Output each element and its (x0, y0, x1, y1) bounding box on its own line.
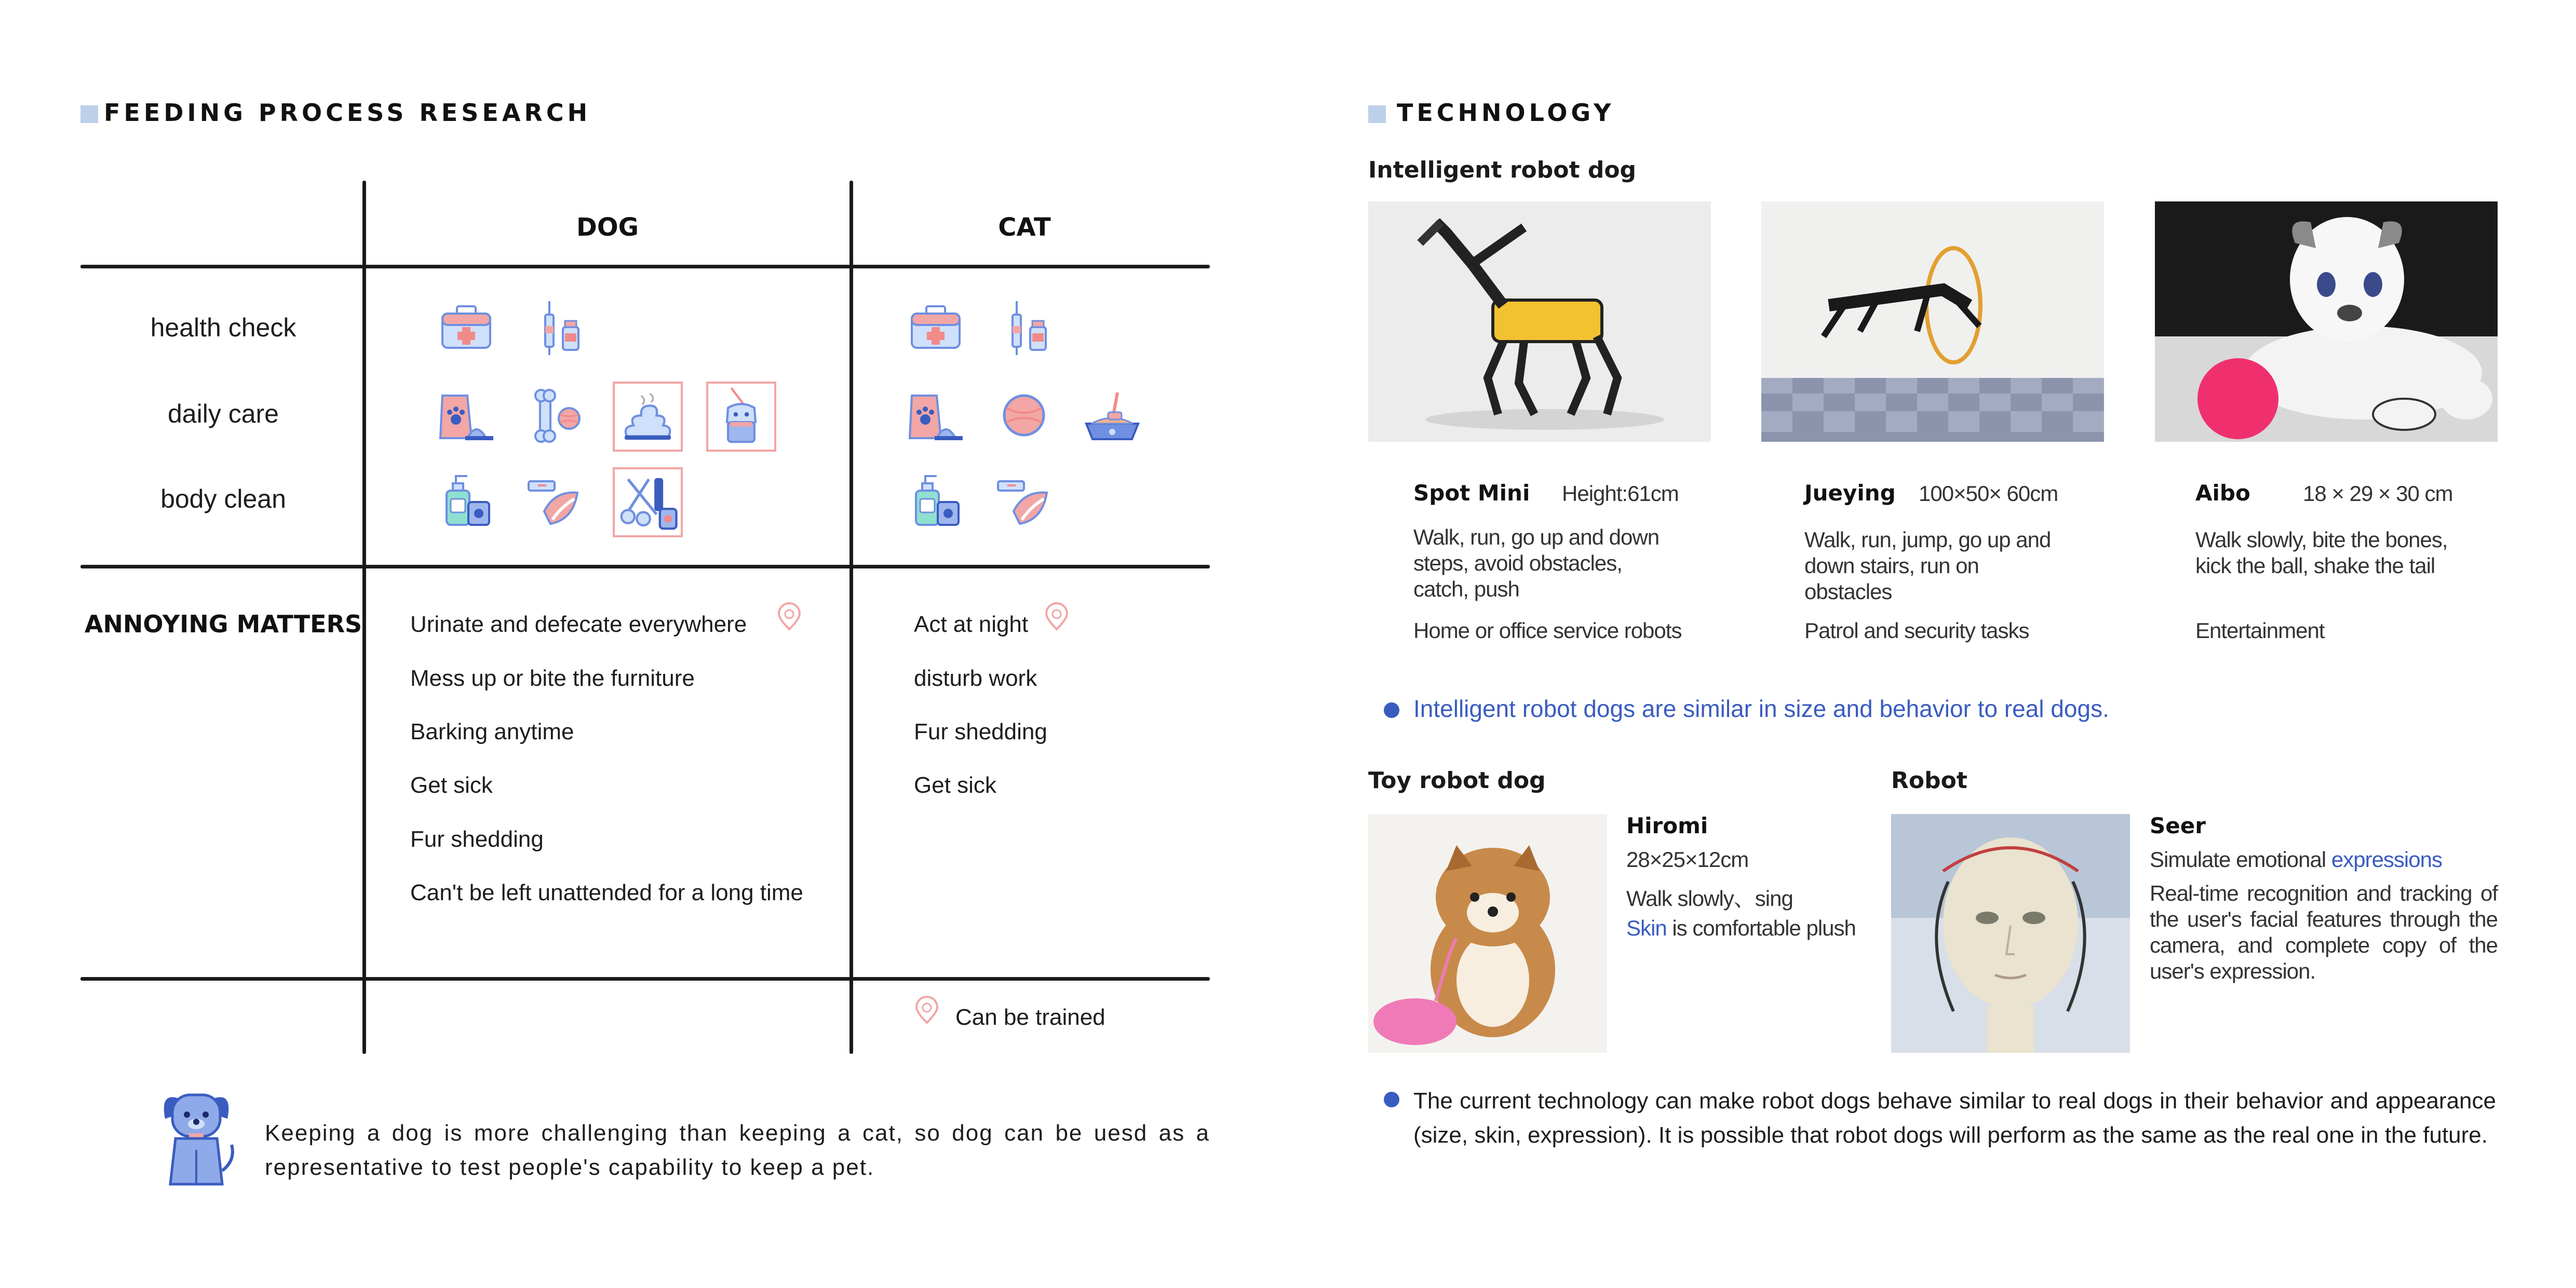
conclusion-text: Keeping a dog is more challenging than keeping a cat, so dog can be uesd as a representative to test people's capability to keep a pet. (265, 1120, 1210, 1180)
robot-similarity-note: Intelligent robot dogs are similar in size and behavior to real dogs. (1413, 695, 2109, 722)
robot-heading: Robot (1891, 767, 1967, 794)
table-divider (849, 181, 853, 1054)
seer-emotion (2150, 847, 2442, 872)
dog-mascot-icon (155, 1082, 238, 1186)
technology-section-title: TECHNOLOGY (1397, 99, 1615, 127)
location-marker-icon (774, 602, 805, 633)
intelligent-robot-dog-heading: Intelligent robot dog (1368, 157, 1637, 183)
row-label-health-check: health check (150, 313, 296, 342)
hiromi-skin (1626, 916, 1856, 941)
dog-annoying-item: Urinate and defecate everywhere (410, 612, 747, 637)
robot-description: Walk, run, go up and down steps, avoid obstacles, catch, push (1413, 525, 1660, 601)
skin-text: is comfortable plush (1672, 916, 1856, 940)
location-marker-icon (911, 996, 942, 1027)
cat-annoying-item: disturb work (914, 666, 1037, 691)
robot-description: Walk, run, jump, go up and down stairs, run on obstacles (1804, 527, 2051, 604)
leash-dog-icon (706, 382, 776, 452)
column-header-cat: CAT (998, 213, 1051, 242)
aibo-photo (2155, 201, 2498, 442)
row-label-body-clean: body clean (160, 484, 286, 513)
seer-photo (1891, 814, 2130, 1053)
robot-description: Walk slowly, bite the bones, kick the ball, shake the tail (2195, 527, 2448, 578)
toy-ball-icon (993, 384, 1055, 446)
table-divider (80, 265, 1210, 268)
bullet-point (1384, 702, 1399, 718)
shampoo-bottle-icon (905, 470, 967, 532)
bone-ball-icon (525, 384, 588, 446)
poop-icon (613, 382, 683, 452)
seer-description: Real-time recognition and tracking of the user's facial features through the camera, and complete copy of the user's expression. (2150, 881, 2498, 983)
cat-annoying-item: Fur shedding (914, 719, 1047, 744)
hiromi-name: Hiromi (1626, 813, 1708, 838)
hiromi-photo (1368, 814, 1607, 1053)
section-marker (80, 105, 98, 123)
comb-fur-icon (993, 470, 1055, 532)
table-divider (80, 977, 1210, 981)
syringe-medicine-icon (530, 297, 592, 359)
column-header-dog: DOG (576, 213, 639, 242)
pet-food-bag-icon (435, 384, 497, 446)
table-divider (80, 565, 1210, 568)
shampoo-bottle-icon (435, 470, 497, 532)
cat-annoying-item: Act at night (914, 612, 1029, 637)
seer-name: Seer (2150, 813, 2206, 838)
dog-annoying-item: Get sick (410, 772, 493, 798)
technology-conclusion: The current technology can make robot dogs behave similar to real dogs in their behavior and appearance (size, skin, expression). It is possible that robot dogs will perform as the same as the real one in the future. (1413, 1088, 2496, 1148)
robot-use: Home or office service robots (1413, 618, 1682, 643)
dog-annoying-item: Mess up or bite the furniture (410, 666, 695, 691)
dog-annoying-item: Fur shedding (410, 826, 544, 852)
first-aid-kit-icon (905, 297, 967, 359)
robot-name: Spot Mini (1413, 480, 1530, 506)
location-marker-icon (1041, 602, 1072, 633)
expressions-highlight: expressions (2331, 847, 2442, 872)
toy-robot-dog-heading: Toy robot dog (1368, 767, 1546, 794)
litter-tray-icon (1081, 384, 1143, 446)
spot-mini-photo (1368, 201, 1711, 442)
robot-spec: 18 × 29 × 30 cm (2303, 481, 2453, 506)
bullet-point (1384, 1092, 1399, 1107)
dog-annoying-item: Barking anytime (410, 719, 574, 744)
feeding-section-title: FEEDING PROCESS RESEARCH (104, 99, 591, 127)
robot-use: Entertainment (2195, 618, 2325, 643)
row-label-annoying-matters: ANNOYING MATTERS (84, 610, 362, 638)
hiromi-spec: 28×25×12cm (1626, 847, 1749, 872)
section-marker (1368, 105, 1386, 123)
hiromi-behavior: Walk slowly、sing (1626, 886, 1793, 911)
scissors-grooming-icon (613, 467, 683, 537)
robot-spec: Height:61cm (1562, 481, 1679, 506)
pet-food-bag-icon (905, 384, 967, 446)
jueying-photo (1761, 201, 2104, 442)
syringe-medicine-icon (997, 297, 1059, 359)
robot-name: Jueying (1804, 480, 1896, 506)
seer-emotion-text: Simulate emotional (2150, 847, 2326, 872)
row-label-daily-care: daily care (168, 399, 279, 428)
cat-annoying-item: Get sick (914, 772, 996, 798)
robot-use: Patrol and security tasks (1804, 618, 2029, 643)
dog-annoying-item: Can't be left unattended for a long time (410, 880, 803, 905)
robot-spec: 100×50× 60cm (1919, 481, 2058, 506)
skin-highlight: Skin (1626, 916, 1667, 940)
first-aid-kit-icon (435, 297, 497, 359)
cat-advantage-text: Can be trained (955, 1005, 1105, 1030)
comb-fur-icon (523, 470, 586, 532)
robot-name: Aibo (2195, 480, 2250, 506)
